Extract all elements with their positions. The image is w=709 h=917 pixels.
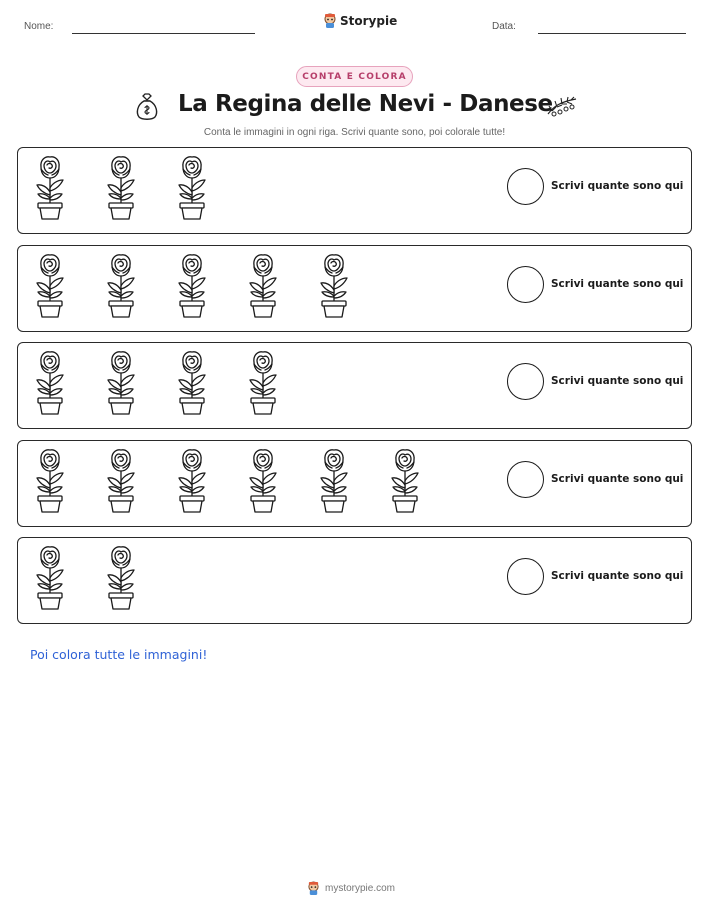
flower-group [30,545,172,611]
potted-rose-icon[interactable] [30,253,70,319]
title-row [0,91,709,125]
potted-rose-icon[interactable] [385,448,425,514]
answer-circle[interactable] [507,168,544,205]
potted-rose-icon[interactable] [243,448,283,514]
potted-rose-icon[interactable] [243,253,283,319]
answer-circle[interactable] [507,461,544,498]
potted-rose-icon[interactable] [172,155,212,221]
date-line[interactable] [538,33,686,34]
brand-name: Storypie [340,13,398,28]
potted-rose-icon[interactable] [243,350,283,416]
answer-label: Scrivi quante sono qui [551,375,684,387]
money-bag-icon [134,93,160,121]
site-url: mystorypie.com [325,882,396,894]
counting-rows [17,147,692,635]
potted-rose-icon[interactable] [101,350,141,416]
answer-circle[interactable] [507,266,544,303]
potted-rose-icon[interactable] [101,448,141,514]
potted-rose-icon[interactable] [101,545,141,611]
potted-rose-icon[interactable] [30,448,70,514]
storypie-mascot-icon [307,881,320,895]
answer-label: Scrivi quante sono qui [551,180,684,192]
counting-row [17,342,692,429]
name-label: Nome: [24,21,54,32]
potted-rose-icon[interactable] [314,253,354,319]
potted-rose-icon[interactable] [172,448,212,514]
footer-instruction: Poi colora tutte le immagini! [30,647,208,662]
flower-group [30,448,456,514]
answer-label: Scrivi quante sono qui [551,472,684,485]
potted-rose-icon[interactable] [30,155,70,221]
potted-rose-icon[interactable] [172,350,212,416]
snowflake-leaves-icon [546,96,578,118]
counting-row [17,245,692,332]
counting-row [17,537,692,624]
potted-rose-icon[interactable] [30,545,70,611]
activity-badge: CONTA E COLORA [296,66,413,87]
potted-rose-icon[interactable] [172,253,212,319]
brand-logo [323,13,397,28]
name-line[interactable] [72,33,255,34]
date-label: Data: [492,21,516,32]
storypie-mascot-icon [323,13,337,28]
page-title: La Regina delle Nevi - Danese [178,91,553,117]
flower-group [30,253,385,319]
instructions: Conta le immagini in ogni riga. Scrivi quante sono, poi colorale tutte! [203,127,506,138]
answer-circle[interactable] [507,558,544,595]
flower-group [30,350,314,416]
potted-rose-icon[interactable] [101,155,141,221]
potted-rose-icon[interactable] [30,350,70,416]
counting-row [17,147,692,234]
site-footer [307,881,395,895]
potted-rose-icon[interactable] [314,448,354,514]
answer-circle[interactable] [507,363,544,400]
answer-label: Scrivi quante sono qui [551,570,684,582]
potted-rose-icon[interactable] [101,253,141,319]
flower-group [30,155,243,221]
counting-row [17,440,692,527]
answer-label: Scrivi quante sono qui [551,277,684,290]
